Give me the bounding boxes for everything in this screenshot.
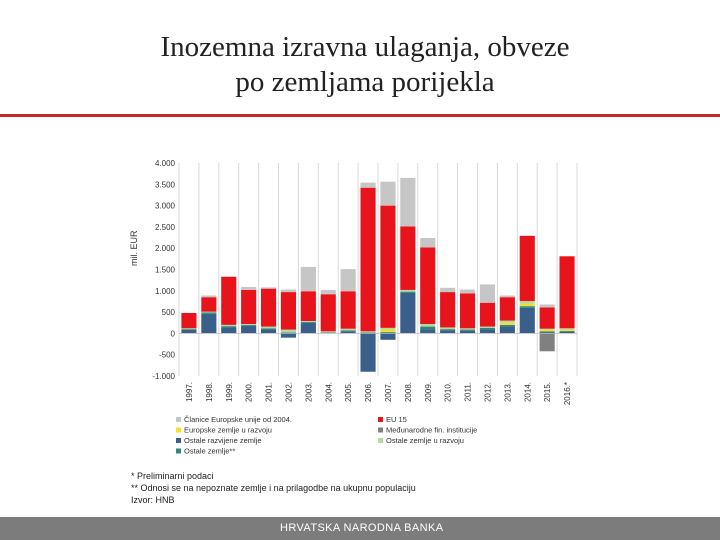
bar-segment (440, 330, 455, 333)
title-line-1: Inozemna izravna ulaganja, obveze (160, 31, 570, 63)
bar-segment (341, 291, 356, 328)
y-tick-label: 3.500 (154, 180, 175, 190)
x-tick-label: 2015. (543, 382, 553, 403)
y-tick-label: 0 (170, 329, 175, 339)
bar-segment (420, 327, 435, 330)
bar-segment (181, 329, 196, 330)
bar-segment (420, 329, 435, 333)
y-tick-label: 1.500 (154, 265, 175, 275)
legend-label: Ostale zemlje u razvoju (386, 436, 464, 445)
bar-segment (201, 314, 216, 334)
note-preliminary: * Preliminarni podaci (131, 471, 214, 481)
bar-segment (341, 329, 356, 331)
bar-segment (301, 321, 316, 322)
bar-segment (400, 293, 415, 333)
bar-segment (181, 313, 196, 328)
bar-segment (281, 330, 296, 333)
bar-segment (181, 328, 196, 329)
bar-segment (281, 333, 296, 337)
x-tick-label: 1998. (204, 382, 214, 403)
x-tick-label: 2013. (503, 382, 513, 403)
bar-segment (261, 329, 276, 333)
bar-segment (440, 329, 455, 330)
bar-segment (540, 331, 555, 332)
legend-label: EU 15 (386, 415, 407, 424)
bar-segment (261, 287, 276, 288)
x-tick-label: 2007. (383, 382, 393, 403)
bar-segment (540, 329, 555, 330)
bar-segment (460, 328, 475, 329)
y-tick-label: 3.000 (154, 201, 175, 211)
x-tick-label: 2005. (344, 382, 354, 403)
legend-swatch (378, 428, 383, 433)
bar-segment (540, 307, 555, 328)
bar-segment (301, 291, 316, 321)
legend-swatch (378, 438, 383, 443)
bar-segment (400, 178, 415, 227)
x-tick-label: 1997. (184, 382, 194, 403)
bar-segment (261, 327, 276, 329)
bar-segment (261, 289, 276, 327)
y-axis-label: mil. EUR (129, 230, 139, 266)
y-tick-label: 2.500 (154, 222, 175, 232)
bar-segment (321, 331, 336, 332)
x-tick-label: 2000. (244, 382, 254, 403)
bar-segment (440, 288, 455, 292)
legend-swatch (176, 438, 181, 443)
y-tick-label: 2.000 (154, 244, 175, 254)
bar-segment (559, 256, 574, 328)
footer-label: HRVATSKA NARODNA BANKA (280, 522, 444, 534)
bar-segment (201, 313, 216, 314)
bar-segment (201, 295, 216, 297)
x-tick-label: 2001. (264, 382, 274, 403)
bar-segment (559, 331, 574, 332)
bar-segment (241, 287, 256, 290)
bar-segment (241, 290, 256, 324)
bar-segment (400, 290, 415, 292)
legend-swatch (176, 417, 181, 422)
legend-label: Međunarodne fin. institucije (386, 425, 478, 435)
source-note: Izvor: HNB (131, 495, 175, 505)
bar-segment (241, 325, 256, 326)
bar-segment (360, 188, 375, 332)
bar-segment (241, 324, 256, 325)
bar-segment (440, 327, 455, 329)
bar-segment (360, 333, 375, 371)
x-tick-label: 2012. (483, 382, 493, 403)
bar-segment (321, 290, 336, 294)
bar-segment (341, 269, 356, 291)
bar-segment (360, 183, 375, 188)
x-tick-label: 2014. (523, 382, 533, 403)
bar-segment (400, 292, 415, 293)
bar-segment (380, 182, 395, 206)
title-line-2: po zemljama porijekla (235, 66, 495, 98)
bar-segment (500, 321, 515, 323)
bar-segment (559, 328, 574, 329)
note-unknown-countries: ** Odnosi se na nepoznate zemlje i na prilagodbe na ukupnu populaciju (131, 483, 416, 493)
bar-segment (500, 325, 515, 326)
bar-segment (540, 304, 555, 307)
bar-segment (460, 330, 475, 331)
y-tick-label: 1.000 (154, 286, 175, 296)
bar-segment (480, 328, 495, 329)
bar-segment (420, 324, 435, 327)
x-tick-label: 2011. (463, 382, 473, 402)
bar-segment (500, 326, 515, 333)
bar-segment (480, 329, 495, 333)
bar-segment (301, 323, 316, 334)
x-tick-label: 2004. (324, 382, 334, 403)
x-tick-label: 2002. (284, 382, 294, 403)
legend-swatch (176, 449, 181, 454)
bar-segment (480, 284, 495, 302)
bar-segment (281, 292, 296, 329)
bar-segment (341, 330, 356, 331)
chart-notes (131, 470, 416, 506)
y-tick-label: -500 (158, 350, 175, 360)
x-tick-label: 1999. (224, 382, 234, 403)
legend-swatch (176, 428, 181, 433)
y-tick-label: 4.000 (154, 159, 175, 168)
legend-label: Ostale razvijene zemlje (184, 436, 262, 445)
bar-segment (221, 327, 236, 333)
bar-segment (201, 312, 216, 313)
bar-segment (261, 328, 276, 329)
bar-segment (380, 206, 395, 328)
bar-segment (460, 293, 475, 328)
bar-segment (520, 301, 535, 304)
legend-label: Članice Europske unije od 2004. (184, 415, 292, 424)
bar-segment (520, 308, 535, 334)
legend-label: Ostale zemlje** (184, 446, 236, 456)
x-tick-label: 2010. (443, 382, 453, 403)
x-tick-label: 2008. (403, 382, 413, 403)
bar-segment (321, 294, 336, 331)
bar-segment (440, 292, 455, 327)
bar-segment (221, 326, 236, 327)
x-tick-label: 2003. (304, 382, 314, 403)
bar-segment (480, 303, 495, 327)
bar-segment (540, 333, 555, 351)
bar-segment (241, 326, 256, 334)
bar-segment (380, 330, 395, 333)
footer-bar (0, 517, 720, 540)
bar-segment (380, 328, 395, 330)
bar-segment (559, 330, 574, 331)
bar-segment (500, 295, 515, 297)
bar-segment (480, 327, 495, 328)
x-tick-label: 2009. (423, 382, 433, 403)
bar-segment (380, 333, 395, 339)
bar-segment (420, 247, 435, 324)
bar-segment (520, 304, 535, 307)
legend-label: Europske zemlje u razvoju (184, 425, 272, 435)
x-tick-label: 2016.* (563, 382, 573, 406)
bar-segment (181, 330, 196, 333)
y-tick-label: -1.000 (152, 372, 175, 381)
bar-segment (281, 290, 296, 293)
bar-segment (360, 331, 375, 332)
bar-segment (520, 306, 535, 308)
bar-segment (520, 236, 535, 301)
legend-swatch (378, 417, 383, 422)
bar-segment (500, 323, 515, 325)
y-tick-label: 500 (161, 308, 175, 318)
bar-segment (540, 330, 555, 332)
bar-segment (221, 325, 236, 326)
bar-segment (301, 322, 316, 323)
bar-segment (221, 277, 236, 325)
bar-segment (400, 226, 415, 289)
bar-segment (201, 297, 216, 311)
bar-segment (420, 238, 435, 247)
bar-segment (460, 290, 475, 294)
x-tick-label: 2006. (364, 382, 374, 403)
bar-segment (301, 267, 316, 291)
bar-segment (500, 297, 515, 320)
